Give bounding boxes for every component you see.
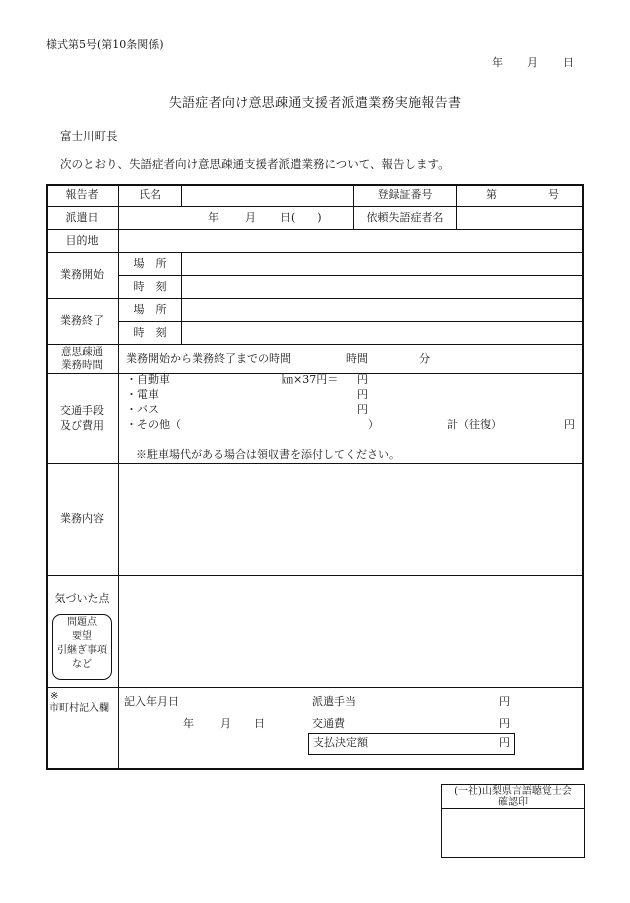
row-divider	[46, 575, 584, 576]
document-title: 失語症者向け意思疎通支援者派遣業務実施報告書	[168, 96, 462, 111]
transport-other: ・その他（	[126, 418, 181, 431]
confirm-org: (一社)山梨県言語聴覚士会	[454, 786, 572, 797]
comm-time-label-1: 意思疎通	[61, 346, 103, 358]
header-date-year: 年	[492, 56, 503, 69]
col-divider	[181, 252, 182, 344]
work-end-label: 業務終了	[60, 314, 104, 327]
row-divider	[46, 298, 584, 299]
work-content-label: 業務内容	[60, 512, 104, 525]
table-border	[46, 184, 584, 186]
transport-cost-label: 交通費	[312, 717, 345, 730]
transport-total-label: 計（往復）	[447, 418, 502, 431]
transport-car: ・自動車	[126, 373, 170, 386]
noticed-label: 気づいた点	[54, 592, 110, 605]
transport-car-yen: 円	[357, 373, 368, 386]
transport-train: ・電車	[126, 388, 159, 401]
payment-decided-yen: 円	[499, 736, 510, 749]
form-number: 様式第5号(第10条関係)	[46, 38, 164, 51]
payment-decided-label: 支払決定額	[313, 736, 368, 749]
duration-text: 業務開始から業務終了までの時間	[126, 352, 291, 365]
dispatch-month: 月	[245, 211, 256, 224]
entry-date-label: 記入年月日	[124, 695, 179, 708]
requester-label: 依頼失語症者名	[366, 211, 444, 224]
dispatch-allowance-yen: 円	[499, 695, 510, 708]
parking-note: ※駐車場代がある場合は領収書を添付してください。	[136, 448, 400, 461]
row-divider	[46, 252, 584, 253]
header-date-month: 月	[527, 56, 538, 69]
destination-label: 目的地	[65, 234, 99, 247]
noticed-sub-2: 要望	[72, 631, 92, 642]
dispatch-year: 年	[208, 211, 219, 224]
transport-label-2: 及び費用	[60, 419, 104, 432]
addressee: 富士川町長	[60, 129, 118, 143]
intro-text: 次のとおり、失語症者向け意思疎通支援者派遣業務について、報告します。	[60, 157, 450, 171]
transport-cost-yen: 円	[499, 717, 510, 730]
dispatch-day-weekday: 日( )	[280, 211, 322, 224]
reg-no-dai: 第	[486, 188, 497, 201]
start-time-label: 時 刻	[133, 280, 167, 293]
report-table	[46, 184, 584, 770]
entry-year: 年	[183, 717, 194, 730]
work-start-label: 業務開始	[60, 268, 104, 281]
municipal-label: 市町村記入欄	[49, 703, 109, 714]
confirm-header	[442, 785, 584, 809]
table-border	[46, 768, 584, 770]
row-divider	[46, 463, 584, 464]
start-place-label: 場 所	[133, 257, 167, 270]
entry-month: 月	[220, 717, 231, 730]
transport-label-1: 交通手段	[60, 404, 104, 417]
dispatch-allowance-label: 派遣手当	[312, 695, 356, 708]
transport-total-yen: 円	[564, 418, 575, 431]
transport-bus-yen: 円	[357, 403, 368, 416]
duration-hours: 時間	[346, 352, 368, 365]
header-date-day: 日	[563, 56, 574, 69]
row-divider	[46, 344, 584, 345]
transport-car-calc: ㎞×37円＝	[282, 373, 339, 386]
dispatch-date-label: 派遣日	[65, 211, 99, 224]
name-label: 氏名	[139, 188, 161, 201]
row-divider	[46, 206, 584, 207]
reporter-label: 報告者	[65, 188, 99, 201]
end-time-label: 時 刻	[133, 326, 167, 339]
comm-time-label-2: 業務時間	[61, 359, 103, 371]
entry-day: 日	[254, 717, 265, 730]
duration-minutes: 分	[419, 352, 430, 365]
noticed-sub-1: 問題点	[67, 617, 97, 628]
end-place-label: 場 所	[133, 303, 167, 316]
reg-cert-label: 登録証番号	[377, 188, 433, 201]
row-divider	[46, 229, 584, 230]
col-divider	[456, 184, 457, 230]
confirmation-stamp-box	[441, 784, 585, 858]
confirm-stamp-label: 確認印	[498, 797, 528, 808]
col-divider	[181, 184, 182, 207]
reg-no-go: 号	[548, 188, 559, 201]
col-divider	[118, 184, 119, 768]
transport-bus: ・バス	[126, 403, 159, 416]
row-divider	[118, 275, 584, 276]
noticed-sub-4: など	[72, 659, 92, 670]
transport-other-close: ）	[368, 418, 379, 431]
table-border	[582, 184, 584, 770]
noticed-sub-3: 引継ぎ事項	[57, 645, 107, 656]
municipal-mark: ※	[50, 691, 59, 702]
row-divider	[118, 321, 584, 322]
transport-train-yen: 円	[357, 388, 368, 401]
row-divider	[46, 687, 584, 688]
